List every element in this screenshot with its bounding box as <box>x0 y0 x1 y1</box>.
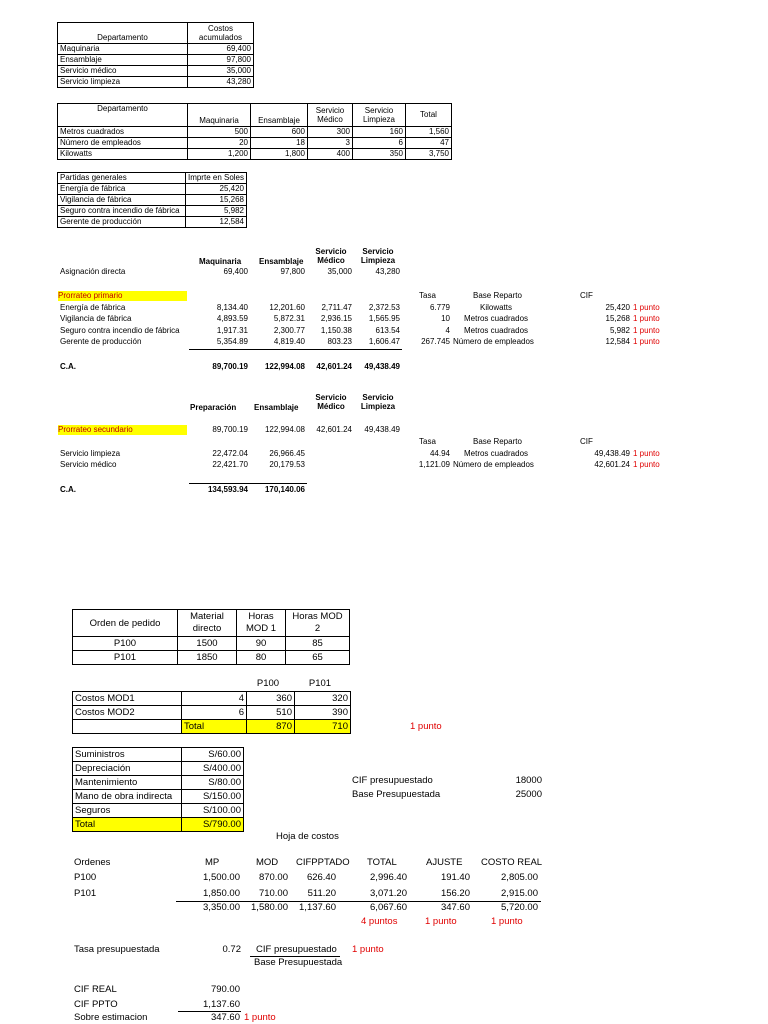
hoja-header: MOD <box>256 857 279 868</box>
prim-row-name: Vigilancia de fábrica <box>60 314 132 323</box>
prim-ca: 122,994.08 <box>264 362 305 371</box>
sec-tasa: 1,121.09 <box>418 460 450 469</box>
hoja-header: MP <box>205 857 220 868</box>
hoja-title: Hoja de costos <box>276 831 339 842</box>
hoja-total: 347.60 <box>440 902 470 913</box>
cif-row-name: Depreciación <box>73 762 182 776</box>
t2-cell: 6 <box>353 138 406 149</box>
hoja-cell: 156.20 <box>440 888 470 899</box>
orders-cell: 80 <box>237 651 286 665</box>
sec-ca: 134,593.94 <box>207 485 248 494</box>
hoja-header: TOTAL <box>367 857 397 868</box>
header-costos-acumulados: Costos acumulados <box>188 23 254 44</box>
prim-ca-label: C.A. <box>60 362 76 371</box>
prorrateo-primario-title: Prorrateo primario <box>58 291 187 301</box>
sobre-estimacion-label: Sobre estimacion <box>74 1012 148 1023</box>
partidas-generales-table <box>57 172 247 228</box>
mod-total-label: Total <box>182 720 247 734</box>
sec-base: Número de empleados <box>453 460 534 469</box>
prim-row-name: Seguro contra incendio de fábrica <box>60 326 180 335</box>
mod-puntos: 1 punto <box>410 721 442 732</box>
asig-maq: 69,400 <box>223 267 248 276</box>
t1-row-val: 35,000 <box>188 66 254 77</box>
cif-ppto-final-label: CIF PPTO <box>74 999 118 1010</box>
hoja-cell: 2,805.00 <box>501 872 538 883</box>
header-importe: Imprte en Soles <box>185 173 246 184</box>
orders-cell: 85 <box>286 637 350 651</box>
sec-cif: 49,438.49 <box>594 449 630 458</box>
prim-cell: 2,936.15 <box>320 314 352 323</box>
prim-tasa: 267.745 <box>421 337 450 346</box>
t2-cell: 1,800 <box>251 149 308 160</box>
cif-row-val: S/60.00 <box>182 748 244 762</box>
header-servicio-medico: Servicio Médico <box>308 104 353 127</box>
mod-rate: 6 <box>182 706 247 720</box>
cif-ppto-val: 18000 <box>515 775 542 786</box>
t1-row-name: Servicio médico <box>58 66 188 77</box>
prim-puntos: 1 punto <box>633 314 660 323</box>
cif-ppto-final-val: 1,137.60 <box>203 999 240 1010</box>
prim-base: Número de empleados <box>453 337 534 346</box>
tasa-val: 0.72 <box>222 944 241 955</box>
mod-p101: 320 <box>295 692 351 706</box>
prim-header-tasa: Tasa <box>419 291 436 300</box>
header-total: Total <box>406 104 452 127</box>
cif-row-val: S/100.00 <box>182 804 244 818</box>
orders-cell: 1850 <box>178 651 237 665</box>
cif-row-val: S/400.00 <box>182 762 244 776</box>
t2-cell: 400 <box>308 149 353 160</box>
cif-real-val: 790.00 <box>210 984 240 995</box>
orders-cell: P101 <box>73 651 178 665</box>
sec-header-cif: CIF <box>580 437 593 446</box>
hoja-header: AJUSTE <box>426 857 463 868</box>
mod-header-p100: P100 <box>256 678 280 689</box>
bases-reparto-table <box>57 103 452 160</box>
prim-puntos: 1 punto <box>633 303 660 312</box>
header-orden: Orden de pedido <box>73 610 178 637</box>
hoja-header: COSTO REAL <box>481 857 543 868</box>
prim-cif: 12,584 <box>605 337 630 346</box>
tasa-denominator: Base Presupuestada <box>254 957 343 968</box>
prim-row-name: Gerente de producción <box>60 337 142 346</box>
hoja-cell: 870.00 <box>258 872 288 883</box>
base-ppto-val: 25000 <box>515 789 542 800</box>
asignacion-directa-label: Asignación directa <box>60 267 126 276</box>
prim-header-ens: Ensamblaje <box>259 257 304 266</box>
t2-cell: 20 <box>188 138 251 149</box>
t1-row-val: 97,800 <box>188 55 254 66</box>
asig-ens: 97,800 <box>280 267 305 276</box>
hoja-cell: 1,850.00 <box>203 888 240 899</box>
header-servicio-limpieza: Servicio Limpieza <box>353 104 406 127</box>
sec-start: 42,601.24 <box>316 425 352 434</box>
prim-header-base: Base Reparto <box>473 291 522 300</box>
hoja-total: 6,067.60 <box>370 902 407 913</box>
header-departamento: Departamento <box>58 23 188 44</box>
tasa-numerator: CIF presupuestado <box>256 944 337 955</box>
prim-header-cif: CIF <box>580 291 593 300</box>
prim-tasa: 4 <box>445 326 450 335</box>
sec-cif: 42,601.24 <box>594 460 630 469</box>
t2-cell: 1,200 <box>188 149 251 160</box>
prim-row-name: Energía de fábrica <box>60 303 126 312</box>
mod-rate: 4 <box>182 692 247 706</box>
prim-tasa: 6.779 <box>429 303 450 312</box>
prim-cell: 803.23 <box>327 337 352 346</box>
t2-cell: 3,750 <box>406 149 452 160</box>
prim-header-sm: Servicio Médico <box>315 247 347 265</box>
prim-cell: 8,134.40 <box>216 303 248 312</box>
header-ensamblaje: Ensamblaje <box>251 104 308 127</box>
asig-sm: 35,000 <box>327 267 352 276</box>
hoja-total: 1,137.60 <box>299 902 336 913</box>
hoja-total: 3,350.00 <box>203 902 240 913</box>
t3-row-name: Vigilancia de fábrica <box>58 195 186 206</box>
sec-sum-line <box>189 483 307 484</box>
header-departamento: Departamento <box>58 104 188 127</box>
cif-total-label: Total <box>73 818 182 832</box>
hoja-cell: 191.40 <box>440 872 470 883</box>
prim-puntos: 1 punto <box>633 326 660 335</box>
cif-table <box>72 747 244 832</box>
mod-total-p100: 870 <box>247 720 295 734</box>
prim-cell: 2,372.53 <box>368 303 400 312</box>
sec-ca-label: C.A. <box>60 485 76 494</box>
t3-row-name: Gerente de producción <box>58 217 186 228</box>
header-horas-mod1: Horas MOD 1 <box>237 610 286 637</box>
header-material: Material directo <box>178 610 237 637</box>
prim-cell: 2,300.77 <box>273 326 305 335</box>
sobre-estimacion-puntos: 1 punto <box>244 1012 276 1023</box>
prim-sum-line <box>189 349 402 350</box>
prim-ca: 42,601.24 <box>316 362 352 371</box>
cif-row-name: Mano de obra indirecta <box>73 790 182 804</box>
tasa-puntos: 1 punto <box>352 944 384 955</box>
prim-cell: 5,872.31 <box>273 314 305 323</box>
t2-row-name: Kilowatts <box>58 149 188 160</box>
t2-cell: 18 <box>251 138 308 149</box>
prim-cell: 1,917.31 <box>216 326 248 335</box>
sec-header-tasa: Tasa <box>419 437 436 446</box>
costos-acumulados-table <box>57 22 254 88</box>
sec-row-name: Servicio médico <box>60 460 117 469</box>
t1-row-val: 69,400 <box>188 44 254 55</box>
hoja-cell: 2,915.00 <box>501 888 538 899</box>
sec-start: 49,438.49 <box>364 425 400 434</box>
hoja-cell: 2,996.40 <box>370 872 407 883</box>
t1-row-val: 43,280 <box>188 77 254 88</box>
hoja-cell: P100 <box>74 872 97 883</box>
mod-p100: 510 <box>247 706 295 720</box>
sec-start: 122,994.08 <box>264 425 305 434</box>
prim-cell: 1,150.38 <box>320 326 352 335</box>
hoja-total: 1,580.00 <box>251 902 288 913</box>
hoja-puntos-ajuste: 1 punto <box>425 916 457 927</box>
asig-sl: 43,280 <box>375 267 400 276</box>
hoja-total: 5,720.00 <box>501 902 538 913</box>
hoja-puntos-real: 1 punto <box>491 916 523 927</box>
sec-header-ens: Ensamblaje <box>254 403 299 412</box>
prim-ca: 49,438.49 <box>364 362 400 371</box>
cif-row-val: S/80.00 <box>182 776 244 790</box>
sec-header-sm: Servicio Médico <box>315 393 347 411</box>
tasa-label: Tasa presupuestada <box>74 944 160 955</box>
sec-cell: 20,179.53 <box>269 460 305 469</box>
prim-header-sl: Servicio Limpieza <box>360 247 396 265</box>
prim-cell: 4,893.59 <box>216 314 248 323</box>
t2-cell: 1,560 <box>406 127 452 138</box>
header-horas-mod2: Horas MOD 2 <box>286 610 350 637</box>
mod-row-name: Costos MOD2 <box>73 706 182 720</box>
cif-total-val: S/790.00 <box>182 818 244 832</box>
cif-row-name: Seguros <box>73 804 182 818</box>
t3-row-val: 15,268 <box>185 195 246 206</box>
hoja-header: Ordenes <box>74 857 111 868</box>
sec-cell: 26,966.45 <box>269 449 305 458</box>
t1-row-name: Maquinaria <box>58 44 188 55</box>
sec-start: 89,700.19 <box>212 425 248 434</box>
orders-cell: 65 <box>286 651 350 665</box>
prim-tasa: 10 <box>441 314 450 323</box>
mod-row-name: Costos MOD1 <box>73 692 182 706</box>
prim-cell: 613.54 <box>375 326 400 335</box>
orders-cell: P100 <box>73 637 178 651</box>
sec-cell: 22,421.70 <box>212 460 248 469</box>
header-maquinaria: Maquinaria <box>188 104 251 127</box>
mod-total-empty <box>73 720 182 734</box>
mod-header-p101: P101 <box>308 678 332 689</box>
cif-row-name: Mantenimiento <box>73 776 182 790</box>
t1-row-name: Servicio limpieza <box>58 77 188 88</box>
prim-puntos: 1 punto <box>633 337 660 346</box>
prim-base: Metros cuadrados <box>463 326 529 335</box>
t2-cell: 47 <box>406 138 452 149</box>
sobre-estimacion-val: 347.60 <box>210 1012 240 1023</box>
prim-ca: 89,700.19 <box>212 362 248 371</box>
t2-row-name: Número de empleados <box>58 138 188 149</box>
hoja-cell: 710.00 <box>258 888 288 899</box>
t2-cell: 350 <box>353 149 406 160</box>
sec-puntos: 1 punto <box>633 460 660 469</box>
prim-header-maq: Maquinaria <box>199 257 242 266</box>
cif-row-name: Suministros <box>73 748 182 762</box>
t3-row-name: Seguro contra incendio de fábrica <box>58 206 186 217</box>
mod-total-p101: 710 <box>295 720 351 734</box>
sec-puntos: 1 punto <box>633 449 660 458</box>
t2-cell: 3 <box>308 138 353 149</box>
t3-row-val: 25,420 <box>185 184 246 195</box>
sec-header-prep: Preparación <box>190 403 237 412</box>
sec-base: Metros cuadrados <box>463 449 529 458</box>
sec-cell: 22,472.04 <box>212 449 248 458</box>
prim-cell: 1,606.47 <box>368 337 400 346</box>
hoja-cell: P101 <box>74 888 97 899</box>
ordenes-table <box>72 609 350 665</box>
prim-cell: 12,201.60 <box>269 303 305 312</box>
cif-row-val: S/150.00 <box>182 790 244 804</box>
t3-row-val: 5,982 <box>185 206 246 217</box>
prim-cell: 2,711.47 <box>321 303 352 312</box>
prorrateo-secundario-title: Prorrateo secundario <box>58 425 187 435</box>
prim-cif: 25,420 <box>605 303 630 312</box>
sec-header-sl: Servicio Limpieza <box>360 393 396 411</box>
hoja-puntos-total: 4 puntos <box>361 916 398 927</box>
prim-base: Metros cuadrados <box>463 314 529 323</box>
sec-row-name: Servicio limpieza <box>60 449 121 458</box>
cif-real-label: CIF REAL <box>74 984 117 995</box>
t3-row-val: 12,584 <box>185 217 246 228</box>
prim-cell: 1,565.95 <box>368 314 400 323</box>
orders-cell: 90 <box>237 637 286 651</box>
hoja-header: CIFPPTADO <box>296 857 350 868</box>
hoja-cell: 511.20 <box>307 888 336 899</box>
costos-mod-table <box>72 691 351 734</box>
sec-ca: 170,140.06 <box>264 485 305 494</box>
prim-cell: 4,819.40 <box>273 337 305 346</box>
t2-cell: 500 <box>188 127 251 138</box>
t2-cell: 300 <box>308 127 353 138</box>
sec-tasa: 44.94 <box>429 449 450 458</box>
hoja-cell: 3,071.20 <box>370 888 407 899</box>
hoja-cell: 626.40 <box>306 872 336 883</box>
t1-row-name: Ensamblaje <box>58 55 188 66</box>
mod-p100: 360 <box>247 692 295 706</box>
header-partidas: Partidas generales <box>58 173 186 184</box>
prim-cell: 5,354.89 <box>216 337 248 346</box>
orders-cell: 1500 <box>178 637 237 651</box>
prim-cif: 15,268 <box>605 314 630 323</box>
cif-ppto-label: CIF presupuestado <box>352 775 433 786</box>
base-ppto-label: Base Presupuestada <box>352 789 441 800</box>
prim-cif: 5,982 <box>609 326 630 335</box>
hoja-cell: 1,500.00 <box>203 872 240 883</box>
t2-cell: 600 <box>251 127 308 138</box>
mod-p101: 390 <box>295 706 351 720</box>
prim-base: Kilowatts <box>479 303 512 312</box>
t2-row-name: Metros cuadrados <box>58 127 188 138</box>
t3-row-name: Energía de fábrica <box>58 184 186 195</box>
sec-header-base: Base Reparto <box>473 437 522 446</box>
t2-cell: 160 <box>353 127 406 138</box>
